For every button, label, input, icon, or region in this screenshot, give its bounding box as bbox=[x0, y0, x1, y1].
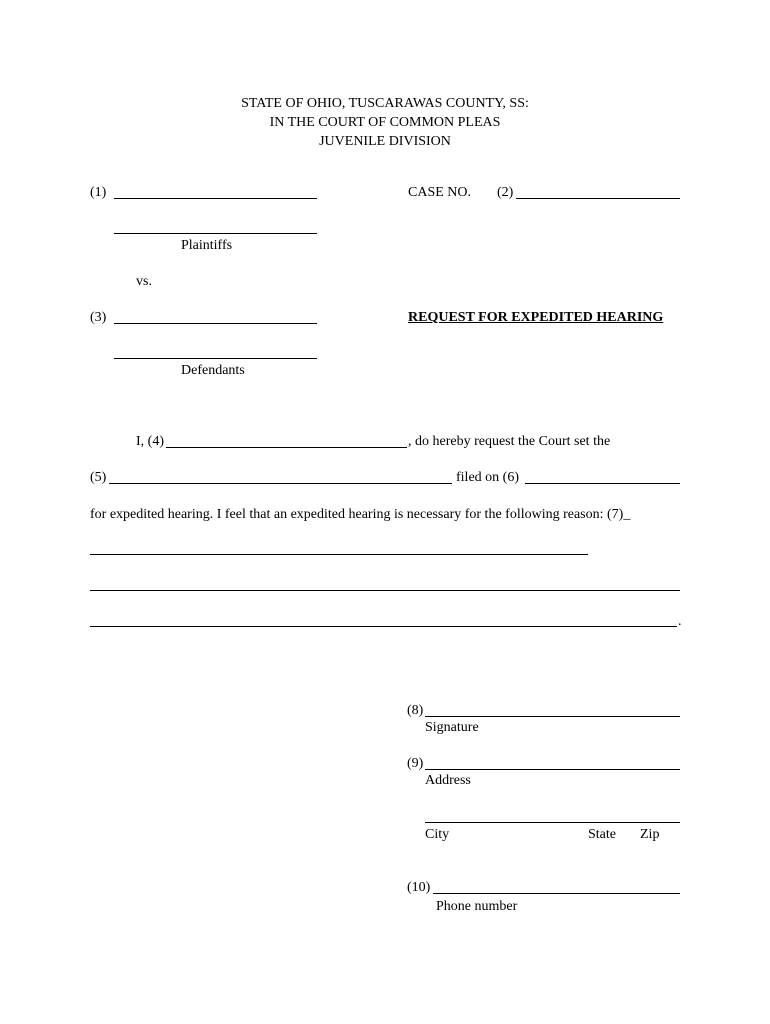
defendant-name-field-1[interactable] bbox=[114, 323, 317, 324]
vs-label: vs. bbox=[136, 274, 152, 289]
plaintiff-name-field-2[interactable] bbox=[114, 233, 317, 234]
reason-period: . bbox=[678, 614, 682, 629]
court-header bbox=[0, 94, 770, 151]
field-9-number: (9) bbox=[407, 756, 424, 771]
plaintiffs-label: Plaintiffs bbox=[181, 238, 233, 253]
defendants-label: Defendants bbox=[181, 363, 245, 378]
field-8-number: (8) bbox=[407, 703, 424, 718]
field-10-number: (10) bbox=[407, 880, 431, 895]
field-2-number: (2) bbox=[497, 185, 514, 200]
document-title: REQUEST FOR EXPEDITED HEARING bbox=[408, 310, 664, 325]
header-state-county: STATE OF OHIO, TUSCARAWAS COUNTY, SS: bbox=[241, 96, 529, 111]
signature-label: Signature bbox=[425, 720, 479, 735]
body-line-1-prefix: I, (4) bbox=[136, 434, 164, 449]
address-field[interactable] bbox=[425, 769, 680, 770]
address-label: Address bbox=[425, 773, 471, 788]
phone-number-label: Phone number bbox=[436, 899, 518, 914]
state-label: State bbox=[588, 827, 616, 842]
plaintiff-name-field-1[interactable] bbox=[114, 198, 317, 199]
case-number-field[interactable] bbox=[516, 198, 680, 199]
header-division: JUVENILE DIVISION bbox=[319, 134, 451, 149]
zip-label: Zip bbox=[640, 827, 660, 842]
field-5-number: (5) bbox=[90, 470, 107, 485]
reason-line-1[interactable] bbox=[90, 554, 588, 555]
filed-on-label: filed on (6) bbox=[456, 470, 519, 485]
body-line-3: for expedited hearing. I feel that an expedited hearing is necessary for the following reason: (7)_ bbox=[90, 507, 631, 522]
reason-line-2[interactable] bbox=[90, 590, 680, 591]
city-label: City bbox=[425, 827, 450, 842]
defendant-name-field-2[interactable] bbox=[114, 358, 317, 359]
header-court: IN THE COURT OF COMMON PLEAS bbox=[269, 115, 501, 130]
filed-date-field[interactable] bbox=[525, 483, 680, 484]
body-line-1-suffix: , do hereby request the Court set the bbox=[408, 434, 611, 449]
case-no-label: CASE NO. bbox=[408, 185, 472, 200]
city-state-zip-field[interactable] bbox=[425, 822, 680, 823]
phone-number-field[interactable] bbox=[433, 893, 680, 894]
field-3-number: (3) bbox=[90, 310, 107, 325]
requester-name-field[interactable] bbox=[166, 447, 407, 448]
motion-name-field[interactable] bbox=[109, 483, 452, 484]
reason-line-3[interactable] bbox=[90, 626, 677, 627]
field-1-number: (1) bbox=[90, 185, 107, 200]
signature-field[interactable] bbox=[425, 716, 680, 717]
